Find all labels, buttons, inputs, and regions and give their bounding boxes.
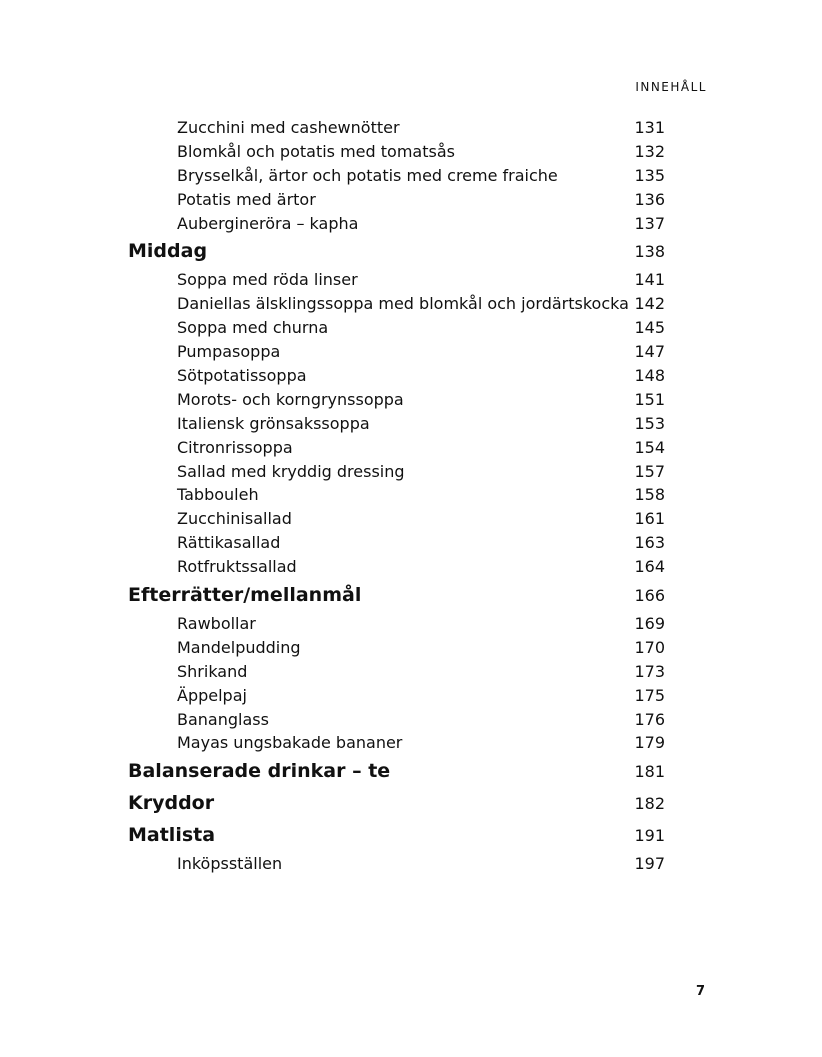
- toc-page-number: 182: [634, 794, 665, 814]
- toc-section-title: Middag: [128, 240, 208, 263]
- toc-entry-title: Tabbouleh: [177, 485, 259, 505]
- toc-entry-title: Mandelpudding: [177, 637, 301, 657]
- toc-entry-title: Soppa med röda linser: [177, 270, 358, 290]
- toc-page-number: 175: [634, 685, 665, 705]
- toc-entry-title: Brysselkål, ärtor och potatis med creme fraiche: [177, 165, 558, 185]
- toc-section: [128, 580, 665, 611]
- toc-entry: [128, 852, 665, 876]
- toc-page-number: 141: [634, 270, 665, 290]
- toc-entry: [128, 436, 665, 460]
- toc-page-number: 170: [634, 637, 665, 657]
- toc-entry: [128, 388, 665, 412]
- toc-page-number: 148: [634, 366, 665, 386]
- toc-page-number: 137: [634, 213, 665, 233]
- toc-page-number: 153: [634, 413, 665, 433]
- toc-page-number: 136: [634, 189, 665, 209]
- toc-entry: [128, 660, 665, 684]
- toc-page-number: 176: [634, 709, 665, 729]
- toc-entry: [128, 268, 665, 292]
- toc-entry: [128, 412, 665, 436]
- toc-entry-title: Inköpsställen: [177, 854, 283, 874]
- toc-page-number: 132: [634, 141, 665, 161]
- toc-entry-title: Rawbollar: [177, 614, 256, 634]
- toc-entry: [128, 116, 665, 140]
- toc-section: [128, 756, 665, 787]
- toc-entry-title: Mayas ungsbakade bananer: [177, 733, 403, 753]
- toc-page-number: 173: [634, 661, 665, 681]
- toc-entry: [128, 364, 665, 388]
- toc-entry-title: Morots- och korngrynssoppa: [177, 389, 404, 409]
- toc-section: [128, 236, 665, 267]
- toc-entry: [128, 684, 665, 708]
- toc-page-number: 151: [634, 389, 665, 409]
- toc-entry-title: Zucchinisallad: [177, 509, 292, 529]
- toc-page-number: 157: [634, 461, 665, 481]
- toc-entry-title: Shrikand: [177, 661, 248, 681]
- toc-section: [128, 820, 665, 851]
- toc-entry: [128, 612, 665, 636]
- toc-entry: [128, 531, 665, 555]
- toc-section-title: Matlista: [128, 824, 216, 847]
- toc-entry-title: Soppa med churna: [177, 318, 329, 338]
- toc-entry-title: Rotfruktssallad: [177, 557, 297, 577]
- toc-page-number: 154: [634, 437, 665, 457]
- toc-entry: [128, 731, 665, 755]
- toc-page-number: 135: [634, 165, 665, 185]
- toc-entry: [128, 483, 665, 507]
- toc-page-number: 181: [634, 762, 665, 782]
- toc-page-number: 147: [634, 342, 665, 362]
- toc-entry-title: Citronrissoppa: [177, 437, 293, 457]
- toc-entry-title: Italiensk grönsakssoppa: [177, 413, 370, 433]
- toc-section-title: Balanserade drinkar – te: [128, 760, 391, 783]
- toc-entry: [128, 636, 665, 660]
- toc-page-number: 179: [634, 733, 665, 753]
- running-head: INNEHÅLL: [635, 80, 707, 94]
- toc-page-number: 142: [634, 294, 665, 314]
- toc-entry-title: Blomkål och potatis med tomatsås: [177, 141, 455, 161]
- toc-entry-title: Äppelpaj: [177, 685, 247, 705]
- toc-entry: [128, 708, 665, 732]
- toc-entry: [128, 555, 665, 579]
- toc-page-number: 191: [634, 826, 665, 846]
- toc-entry-title: Sötpotatissoppa: [177, 366, 307, 386]
- toc-section-title: Efterrätter/mellanmål: [128, 584, 362, 607]
- toc-section-title: Kryddor: [128, 792, 215, 815]
- toc-page-number: 164: [634, 557, 665, 577]
- toc-page-number: 197: [634, 854, 665, 874]
- toc-entry-title: Sallad med kryddig dressing: [177, 461, 405, 481]
- toc-entry: [128, 188, 665, 212]
- toc-page-number: 166: [634, 586, 665, 606]
- toc-page-number: 131: [634, 118, 665, 137]
- toc-page-number: 145: [634, 318, 665, 338]
- table-of-contents: [128, 116, 665, 876]
- toc-page-number: 169: [634, 614, 665, 634]
- toc-entry: [128, 316, 665, 340]
- toc-entry: [128, 292, 665, 316]
- toc-entry-title: Rättikasallad: [177, 533, 281, 553]
- toc-page-number: 158: [634, 485, 665, 505]
- toc-page-number: 161: [634, 509, 665, 529]
- toc-page-number: 138: [634, 242, 665, 262]
- toc-entry-title: Daniellas älsklingssoppa med blomkål och jordärtskocka: [177, 294, 629, 314]
- toc-entry-title: Potatis med ärtor: [177, 189, 316, 209]
- toc-entry: [128, 507, 665, 531]
- toc-entry: [128, 340, 665, 364]
- toc-entry: [128, 140, 665, 164]
- toc-entry-title: Bananglass: [177, 709, 269, 729]
- toc-page-number: 163: [634, 533, 665, 553]
- toc-entry-title: Auberginеröra – kapha: [177, 213, 359, 233]
- toc-entry: [128, 164, 665, 188]
- toc-entry: [128, 460, 665, 484]
- toc-entry-title: Pumpasoppa: [177, 342, 281, 362]
- toc-entry-title: Zucchini med cashewnötter: [177, 118, 400, 137]
- toc-entry: [128, 212, 665, 236]
- toc-section: [128, 788, 665, 819]
- page-number: 7: [696, 984, 706, 999]
